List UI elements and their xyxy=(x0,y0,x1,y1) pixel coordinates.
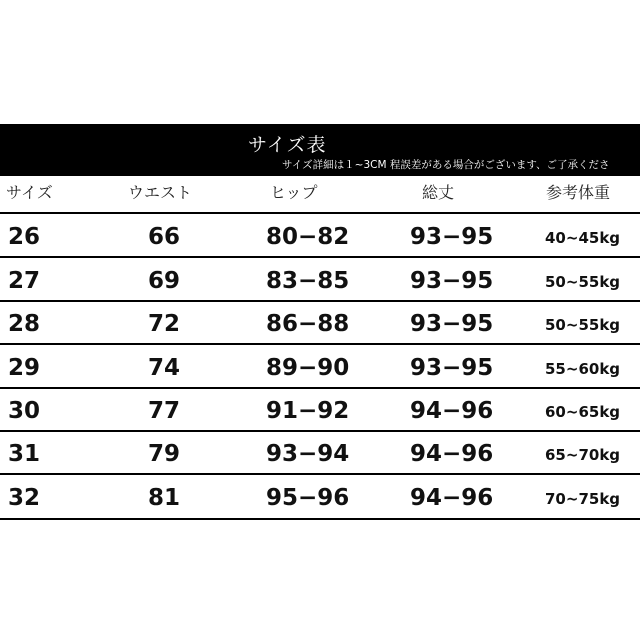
table-row xyxy=(0,390,640,430)
cell-hip: 89−90 xyxy=(266,355,350,381)
cell-size: 26 xyxy=(8,224,41,250)
cell-weight: 55~60kg xyxy=(545,360,621,378)
row-divider xyxy=(0,343,640,345)
banner-note: サイズ詳細は１~3CM 程誤差がある場合がございます、ご了承くださ xyxy=(282,159,610,171)
row-divider xyxy=(0,473,640,475)
cell-size: 27 xyxy=(8,268,41,294)
cell-weight: 50~55kg xyxy=(545,273,621,291)
table-row xyxy=(0,433,640,473)
row-divider xyxy=(0,387,640,389)
cell-waist: 81 xyxy=(148,485,181,511)
table-row xyxy=(0,347,640,387)
header-length: 総丈 xyxy=(422,183,455,202)
banner-title: サイズ表 xyxy=(248,134,327,156)
cell-length: 94−96 xyxy=(410,485,494,511)
cell-length: 93−95 xyxy=(410,311,494,337)
cell-waist: 72 xyxy=(148,311,181,337)
cell-weight: 60~65kg xyxy=(545,403,621,421)
header-hip: ヒップ xyxy=(270,183,318,202)
cell-weight: 40~45kg xyxy=(545,229,621,247)
cell-waist: 79 xyxy=(148,441,181,467)
cell-length: 94−96 xyxy=(410,441,494,467)
cell-size: 32 xyxy=(8,485,41,511)
cell-hip: 95−96 xyxy=(266,485,350,511)
header-waist: ウエスト xyxy=(128,183,193,202)
cell-size: 29 xyxy=(8,355,41,381)
table-row xyxy=(0,477,640,517)
cell-hip: 83−85 xyxy=(266,268,350,294)
size-chart-banner xyxy=(0,124,640,176)
cell-weight: 50~55kg xyxy=(545,316,621,334)
cell-length: 94−96 xyxy=(410,398,494,424)
cell-waist: 77 xyxy=(148,398,181,424)
header-weight: 参考体重 xyxy=(546,183,611,202)
cell-hip: 80−82 xyxy=(266,224,350,250)
cell-length: 93−95 xyxy=(410,268,494,294)
table-row xyxy=(0,260,640,300)
cell-weight: 65~70kg xyxy=(545,446,621,464)
cell-length: 93−95 xyxy=(410,224,494,250)
row-divider xyxy=(0,212,640,214)
row-divider xyxy=(0,430,640,432)
cell-hip: 91−92 xyxy=(266,398,350,424)
table-row xyxy=(0,303,640,343)
table-row xyxy=(0,216,640,256)
cell-waist: 66 xyxy=(148,224,181,250)
row-divider xyxy=(0,300,640,302)
cell-weight: 70~75kg xyxy=(545,490,621,508)
cell-hip: 93−94 xyxy=(266,441,350,467)
cell-size: 30 xyxy=(8,398,41,424)
cell-length: 93−95 xyxy=(410,355,494,381)
cell-hip: 86−88 xyxy=(266,311,350,337)
cell-waist: 74 xyxy=(148,355,181,381)
header-size: サイズ xyxy=(6,183,53,202)
row-divider xyxy=(0,256,640,258)
cell-size: 31 xyxy=(8,441,41,467)
table-header xyxy=(0,180,640,210)
row-divider xyxy=(0,518,640,520)
cell-waist: 69 xyxy=(148,268,181,294)
cell-size: 28 xyxy=(8,311,41,337)
